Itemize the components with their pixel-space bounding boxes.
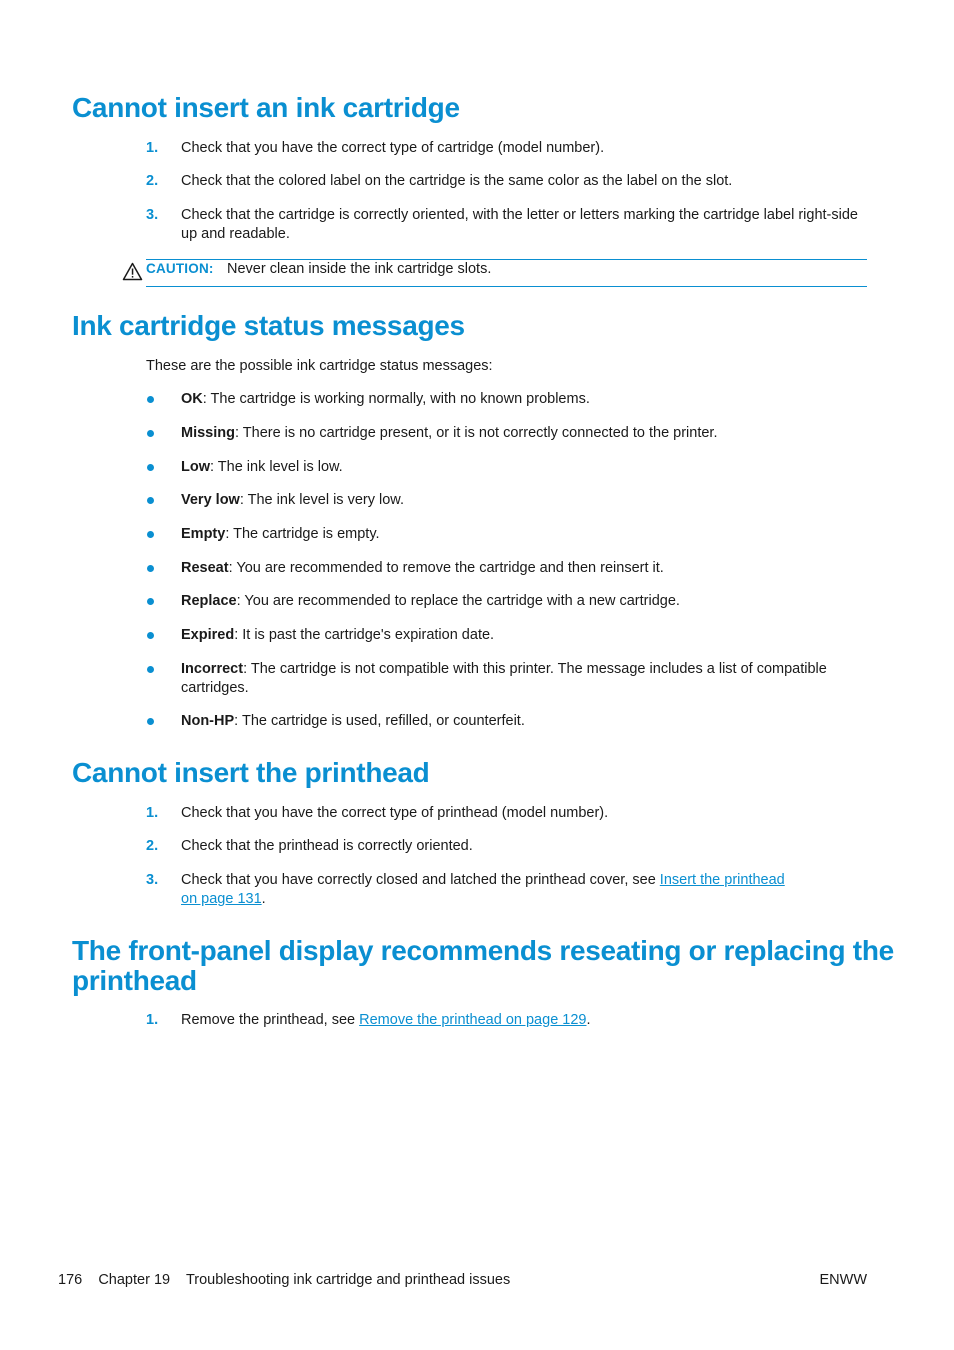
list-item — [146, 660, 868, 698]
step-number: 1. — [146, 805, 159, 821]
status-term: Replace — [181, 593, 237, 609]
status-term: Reseat — [181, 560, 229, 576]
heading-line: printhead — [72, 965, 197, 996]
status-term: Low — [181, 459, 210, 475]
step-text-end: . — [586, 1012, 591, 1028]
list-item — [146, 1011, 868, 1030]
status-term: Very low — [181, 492, 240, 508]
status-term: Expired — [181, 627, 235, 643]
bullet-icon — [147, 632, 154, 639]
section-heading-cannot-insert-printhead: Cannot insert the printhead — [72, 757, 430, 788]
bullet-icon — [147, 666, 154, 673]
step-text: Check that you have the correct type of printhead (model number). — [181, 805, 609, 821]
bullet-icon — [147, 718, 154, 725]
status-description: : The cartridge is working normally, with no known problems. — [202, 391, 590, 407]
list-item — [146, 871, 868, 909]
step-text: Check that the cartridge is correctly oriented, with the letter or letters marking the cartridge label right-side up and readable. — [181, 207, 858, 242]
step-text: Check that the printhead is correctly oriented. — [181, 838, 473, 854]
bullet-icon — [147, 430, 154, 437]
list-item — [146, 712, 868, 731]
step-number: 3. — [146, 872, 159, 888]
step-text: Check that you have the correct type of cartridge (model number). — [181, 140, 605, 156]
status-term: Empty — [181, 526, 226, 542]
status-description: : There is no cartridge present, or it is not correctly connected to the printer. — [234, 425, 718, 441]
status-description: : The ink level is low. — [210, 459, 343, 475]
list-item — [146, 837, 868, 856]
list-item — [146, 424, 868, 443]
section-heading-status-messages: Ink cartridge status messages — [72, 310, 465, 341]
list-item — [146, 804, 868, 823]
step-number: 1. — [146, 1012, 159, 1028]
bullet-icon — [147, 531, 154, 538]
bullet-icon — [147, 396, 154, 403]
caution-note — [146, 259, 867, 287]
heading-line: The front-panel display recommends reseating or replacing the — [72, 935, 894, 966]
step-text: Check that you have correctly closed and latched the printhead cover, see — [181, 872, 660, 888]
list-item — [146, 139, 868, 158]
caution-text: Never clean inside the ink cartridge slots. — [227, 261, 492, 277]
step-number: 2. — [146, 173, 159, 189]
warning-triangle-icon — [122, 262, 143, 281]
step-number: 3. — [146, 207, 159, 223]
list-item — [146, 458, 868, 477]
list-item — [146, 206, 868, 244]
page-number: 176 — [58, 1272, 83, 1288]
status-description: : The cartridge is empty. — [225, 526, 380, 542]
step-text: Check that the colored label on the cartridge is the same color as the label on the slot. — [181, 173, 733, 189]
bullet-icon — [147, 464, 154, 471]
step-number: 1. — [146, 140, 159, 156]
page-footer-right: ENWW — [819, 1272, 867, 1288]
step-text-end: . — [261, 891, 266, 907]
step-text: Remove the printhead, see — [181, 1012, 360, 1028]
list-item — [146, 491, 868, 510]
bullet-icon — [147, 497, 154, 504]
section-heading-cannot-insert-cartridge: Cannot insert an ink cartridge — [72, 92, 460, 123]
insert-printhead-page-link[interactable]: on page 131 — [181, 891, 262, 907]
chapter-label: Chapter 19 — [98, 1272, 171, 1288]
status-description: : The cartridge is not compatible with this printer. The message includes a list of compatible cartridges. — [181, 661, 827, 696]
chapter-title: Troubleshooting ink cartridge and printhead issues — [185, 1272, 511, 1288]
list-item — [146, 626, 868, 645]
bullet-icon — [147, 565, 154, 572]
section-heading-reseat-replace-printhead — [72, 936, 894, 996]
list-item — [146, 559, 868, 578]
list-item — [146, 172, 868, 191]
step-number: 2. — [146, 838, 159, 854]
status-term: Non-HP — [181, 713, 235, 729]
list-item — [146, 592, 868, 611]
remove-printhead-link[interactable]: Remove the printhead on page 129 — [359, 1012, 587, 1028]
status-description: : The ink level is very low. — [239, 492, 404, 508]
status-description: : You are recommended to replace the cartridge with a new cartridge. — [236, 593, 680, 609]
status-description: : The cartridge is used, refilled, or counterfeit. — [234, 713, 525, 729]
status-description: : You are recommended to remove the cartridge and then reinsert it. — [228, 560, 664, 576]
status-term: OK — [181, 391, 203, 407]
page-footer-left — [58, 1271, 510, 1290]
status-term: Incorrect — [181, 661, 244, 677]
list-item — [146, 390, 868, 409]
intro-paragraph: These are the possible ink cartridge status messages: — [146, 358, 493, 374]
caution-label: CAUTION: — [146, 261, 214, 276]
insert-printhead-link[interactable]: Insert the printhead — [659, 872, 785, 888]
status-description: : It is past the cartridge's expiration date. — [234, 627, 495, 643]
list-item — [146, 525, 868, 544]
bullet-icon — [147, 598, 154, 605]
status-term: Missing — [181, 425, 235, 441]
